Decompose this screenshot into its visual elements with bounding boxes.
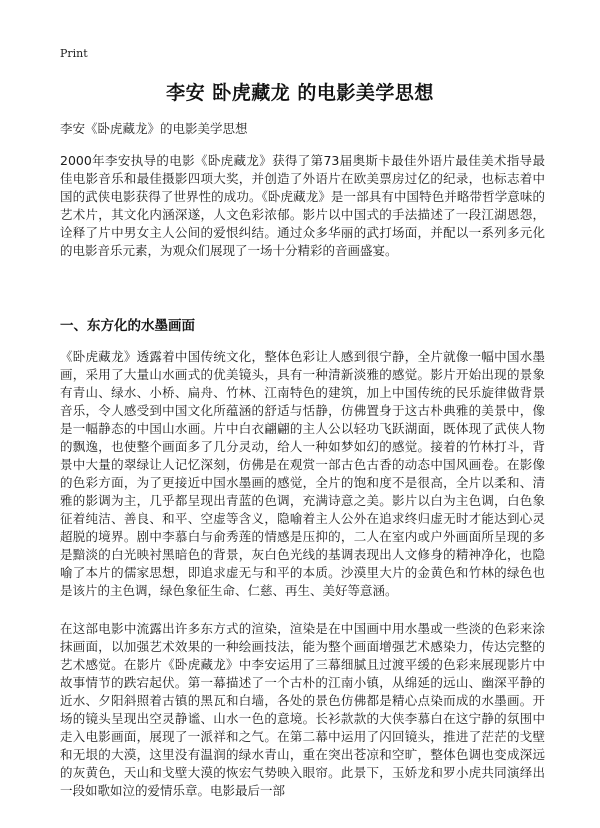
- body-paragraph: 在这部电影中流露出许多东方式的渲染，渲染是在中国画中用水墨或一些淡的色彩来涂抹画面，以加强艺术效果的一种绘画技法，能为整个画面增强艺术感染力，传达完整的艺术感觉。在影片《卧虎藏龙》中李安运用了三幕细腻且过渡平缓的色彩来展现影片中故事情节的跌宕起伏。第一幕描述了一个古朴的江南小镇，从绵延的远山、幽深平静的近水、夕阳斜照着古镇的黑瓦和白墙，各处的景色仿佛都是精心点染而成的水墨画。开场的镜头呈现出空灵静谧、山水一色的意境。长衫款款的大侠李慕白在这宁静的氛围中走入电影画面，展现了一派祥和之气。在第二幕中运用了闪回镜头，推进了茫茫的戈壁和无垠的大漠，这里没有温润的绿水青山，重在突出苍凉和空旷，整体色调也变成深远的灰黄色，天山和戈壁大漠的恢宏气势映入眼帘。此景下，玉娇龙和罗小虎共同演绎出一段如歌如泣的爱情乐章。电影最后一部: [60, 621, 545, 798]
- section-heading: 一、东方化的水墨画面: [60, 318, 195, 334]
- print-link[interactable]: Print: [60, 47, 88, 60]
- intro-paragraph: 2000年李安执导的电影《卧虎藏龙》获得了第73届奥斯卡最佳外语片最佳美术指导最佳电影音乐和最佳摄影四项大奖，并创造了外语片在欧美票房过亿的纪录，也标志着中国的武侠电影获得了世界性的成功。《卧虎藏龙》是一部具有中国特色并略带哲学意味的艺术片，其文化内涵深遂，人文色彩浓郁。影片以中国式的手法描述了一段江湖恩怨，诠释了片中男女主人公间的爱恨纠结。通过众多华丽的武打场面，并配以一系列多元化的电影音乐元素，为观众们展现了一场十分精彩的音画盛宴。: [60, 153, 545, 258]
- page-title: 李安 卧虎藏龙 的电影美学思想: [166, 82, 434, 104]
- body-paragraph: 《卧虎藏龙》透露着中国传统文化，整体色彩让人感到很宁静，全片就像一幅中国水墨画，采用了大量山水画式的优美镜头，具有一种清新淡雅的感觉。影片开始出现的景象有青山、绿水、小桥、扁舟、竹林、江南特色的建筑，加上中国传统的民乐旋律做背景音乐，令人感受到中国文化所蕴涵的舒适与恬静，仿佛置身于这古朴典雅的美景中，像是一幅静态的中国山水画。片中白衣翩翩的主人公以轻功飞跃湖面，既体现了武侠人物的飘逸，也使整个画面多了几分灵动，给人一种如梦如幻的感觉。接着的竹林打斗，背景中大量的翠绿让人记忆深刻，仿佛是在观赏一部古色古香的动态中国风画卷。在影像的色彩方面，为了更接近中国水墨画的感觉，全片的饱和度不是很高，全片以柔和、清雅的影调为主，几乎都呈现出青蓝的色调，充满诗意之美。影片以白为主色调，白色象征着纯洁、善良、和平、空虚等含义，隐喻着主人公外在追求终归虚无时才能达到心灵超脱的境界。剧中李慕白与俞秀莲的情感是压抑的，二人在室内或户外画面所呈现的多是黯淡的白光映衬黑暗色的背景，灰白色光线的基调表现出人文修身的精神净化，也隐喻了本片的儒家思想，即追求虚无与和平的本质。沙漠里大片的金黄色和竹林的绿色也是该片的主色调，绿色象征生命、仁慈、再生、美好等意涵。: [60, 349, 545, 598]
- article-subtitle: 李安《卧虎藏龙》的电影美学思想: [60, 121, 248, 136]
